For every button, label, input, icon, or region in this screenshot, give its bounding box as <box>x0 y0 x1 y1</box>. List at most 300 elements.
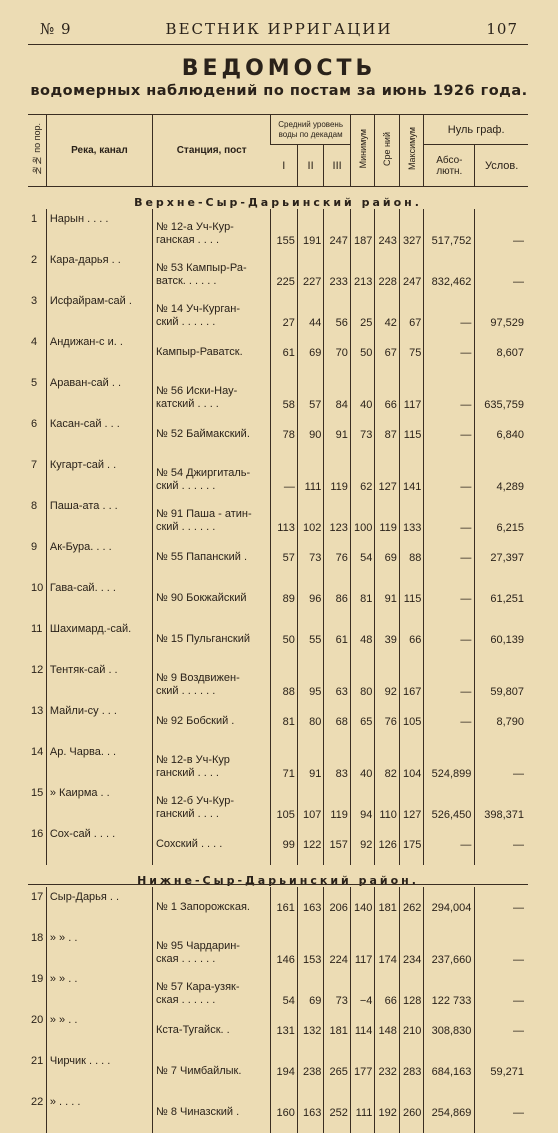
cell-max: 127 <box>399 783 423 824</box>
cell-max: 141 <box>399 455 423 496</box>
cell-max: 133 <box>399 496 423 537</box>
cell-max: 234 <box>399 928 423 969</box>
cell-d3: 68 <box>324 701 351 742</box>
station-line: № 57 Кара-узяк- <box>155 981 240 993</box>
cell-river: » Каирма . . <box>46 783 152 824</box>
cell-station <box>152 291 270 332</box>
cell-d3: 73 <box>324 969 351 1010</box>
station-line: № 52 Баймакский. <box>155 428 250 440</box>
cell-d3: 206 <box>324 887 351 928</box>
station-line: № 54 Джиргиталь- <box>155 467 251 479</box>
cell-usl: 59,807 <box>475 660 528 701</box>
col-dec2-header: II <box>297 145 324 187</box>
cell-mean: 243 <box>375 209 399 250</box>
cell-d2: 73 <box>297 537 324 578</box>
cell-usl: — <box>475 250 528 291</box>
cell-usl: 8,790 <box>475 701 528 742</box>
cell-n: 9 <box>31 541 38 553</box>
cell-station <box>152 660 270 701</box>
cell-station <box>152 742 270 783</box>
station-line: Кста-Тугайск. . <box>155 1024 230 1036</box>
cell-d1: 194 <box>271 1051 298 1092</box>
cell-min: 114 <box>350 1010 374 1051</box>
cell-usl: — <box>475 928 528 969</box>
cell-d3: 119 <box>324 783 351 824</box>
cell-d1: 155 <box>271 209 298 250</box>
station-line: ский . . . . . . <box>155 480 216 492</box>
cell-river: Исфайрам-сай . <box>46 291 152 332</box>
cell-mean: 92 <box>375 660 399 701</box>
table-row <box>28 887 528 928</box>
station-line: № 56 Иски-Нау- <box>155 385 238 397</box>
cell-d3: 84 <box>324 373 351 414</box>
cell-min: 25 <box>350 291 374 332</box>
cell-mean: 126 <box>375 824 399 865</box>
cell-d2: 96 <box>297 578 324 619</box>
cell-station <box>152 250 270 291</box>
cell-n: 18 <box>31 932 44 944</box>
cell-d3: 247 <box>324 209 351 250</box>
cell-river: Сох-сай . . . . <box>46 824 152 865</box>
table-row <box>28 455 528 496</box>
cell-mean: 82 <box>375 742 399 783</box>
journal-title: ВЕСТНИК ИРРИГАЦИИ <box>165 20 393 38</box>
table-row <box>28 578 528 619</box>
cell-d3: 123 <box>324 496 351 537</box>
col-usl-header: Услов. <box>475 145 528 187</box>
table-row <box>28 824 528 865</box>
cell-abs: — <box>424 537 475 578</box>
station-line: № 95 Чардарин- <box>155 940 240 952</box>
station-line: № 12-б Уч-Кур- <box>155 795 235 807</box>
cell-station <box>152 887 270 928</box>
cell-abs: — <box>424 619 475 660</box>
cell-d1: 88 <box>271 660 298 701</box>
cell-abs: — <box>424 660 475 701</box>
table-row <box>28 1010 528 1051</box>
cell-mean: 76 <box>375 701 399 742</box>
col-dec1-header: I <box>271 145 298 187</box>
cell-n: 20 <box>31 1014 44 1026</box>
cell-d2: 91 <box>297 742 324 783</box>
cell-max: 67 <box>399 291 423 332</box>
cell-river: Майли-су . . . <box>46 701 152 742</box>
cell-station <box>152 209 270 250</box>
cell-d1: 131 <box>271 1010 298 1051</box>
cell-d2: 80 <box>297 701 324 742</box>
cell-station <box>152 928 270 969</box>
cell-n: 3 <box>31 295 38 307</box>
col-num-header: №№ по пор. <box>28 115 46 187</box>
station-line: № 55 Папанский . <box>155 551 248 563</box>
station-line: № 12-в Уч-Кур <box>155 754 230 766</box>
station-line: № 90 Бокжайский <box>155 592 247 604</box>
table-row <box>28 373 528 414</box>
cell-station <box>152 414 270 455</box>
cell-d1: — <box>271 455 298 496</box>
station-line: Сохский . . . . <box>155 838 223 850</box>
cell-min: 92 <box>350 824 374 865</box>
station-line: № 12-а Уч-Кур- <box>155 221 234 233</box>
cell-usl: 6,215 <box>475 496 528 537</box>
col-dec3-header: III <box>324 145 351 187</box>
cell-usl: — <box>475 887 528 928</box>
cell-max: 117 <box>399 373 423 414</box>
cell-n: 11 <box>31 623 43 635</box>
cell-n: 15 <box>31 787 44 799</box>
cell-station <box>152 783 270 824</box>
cell-d3: 119 <box>324 455 351 496</box>
cell-usl: 61,251 <box>475 578 528 619</box>
cell-max: 115 <box>399 414 423 455</box>
table-row <box>28 783 528 824</box>
cell-d1: 161 <box>271 887 298 928</box>
cell-river: Сыр-Дарья . . <box>46 887 152 928</box>
cell-max: 260 <box>399 1092 423 1133</box>
station-line: ганский . . . . <box>155 808 219 820</box>
cell-min: 111 <box>350 1092 374 1133</box>
cell-usl: — <box>475 1092 528 1133</box>
observation-table <box>28 114 528 1133</box>
col-abs-header: Абсо-лютн. <box>424 145 475 187</box>
cell-d2: 163 <box>297 887 324 928</box>
cell-station <box>152 578 270 619</box>
cell-d2: 227 <box>297 250 324 291</box>
cell-river: Ак-Бура. . . . <box>46 537 152 578</box>
cell-d1: 105 <box>271 783 298 824</box>
cell-abs: — <box>424 332 475 373</box>
cell-d2: 69 <box>297 332 324 373</box>
cell-d1: 78 <box>271 414 298 455</box>
col-zero-header: Нуль граф. <box>424 115 528 145</box>
cell-n: 6 <box>31 418 38 430</box>
cell-usl: 6,840 <box>475 414 528 455</box>
cell-river: Андижан-с и. . <box>46 332 152 373</box>
cell-n: 1 <box>31 213 38 225</box>
cell-station <box>152 455 270 496</box>
cell-n: 22 <box>31 1096 44 1108</box>
cell-n: 8 <box>31 500 38 512</box>
cell-river: » . . . . <box>46 1092 152 1133</box>
table-row <box>28 209 528 250</box>
col-min-header: Минимум <box>350 115 374 187</box>
cell-abs: 122 733 <box>424 969 475 1010</box>
cell-mean: 110 <box>375 783 399 824</box>
cell-station <box>152 701 270 742</box>
cell-usl: 8,607 <box>475 332 528 373</box>
cell-station <box>152 1010 270 1051</box>
cell-max: 66 <box>399 619 423 660</box>
cell-max: 262 <box>399 887 423 928</box>
cell-d2: 69 <box>297 969 324 1010</box>
cell-usl: 398,371 <box>475 783 528 824</box>
cell-d3: 157 <box>324 824 351 865</box>
station-line: ский . . . . . . <box>155 316 216 328</box>
station-line: № 15 Пульганский <box>155 633 250 645</box>
section-row <box>28 187 528 210</box>
cell-min: 213 <box>350 250 374 291</box>
cell-d3: 63 <box>324 660 351 701</box>
cell-d3: 224 <box>324 928 351 969</box>
document-subtitle: водомерных наблюдений по постам за июнь 1926 года. <box>30 83 528 99</box>
cell-n: 21 <box>31 1055 44 1067</box>
cell-d2: 132 <box>297 1010 324 1051</box>
table-row <box>28 742 528 783</box>
cell-river: Кугарт-сай . . <box>46 455 152 496</box>
cell-d2: 55 <box>297 619 324 660</box>
cell-d1: 57 <box>271 537 298 578</box>
cell-mean: 42 <box>375 291 399 332</box>
cell-min: 80 <box>350 660 374 701</box>
station-line: ватск. . . . . . <box>155 275 217 287</box>
cell-min: 48 <box>350 619 374 660</box>
cell-d3: 181 <box>324 1010 351 1051</box>
cell-abs: 237,660 <box>424 928 475 969</box>
cell-d3: 61 <box>324 619 351 660</box>
cell-d3: 83 <box>324 742 351 783</box>
cell-mean: 69 <box>375 537 399 578</box>
cell-d2: 107 <box>297 783 324 824</box>
cell-d2: 57 <box>297 373 324 414</box>
cell-d2: 153 <box>297 928 324 969</box>
cell-d2: 44 <box>297 291 324 332</box>
cell-d2: 238 <box>297 1051 324 1092</box>
table-row <box>28 1092 528 1133</box>
station-line: № 7 Чимбайлык. <box>155 1065 242 1077</box>
cell-d1: 27 <box>271 291 298 332</box>
cell-abs: — <box>424 373 475 414</box>
cell-abs: — <box>424 455 475 496</box>
issue-number: № 9 <box>40 20 72 38</box>
cell-usl: 635,759 <box>475 373 528 414</box>
cell-d1: 50 <box>271 619 298 660</box>
cell-max: 75 <box>399 332 423 373</box>
cell-d1: 71 <box>271 742 298 783</box>
cell-abs: 517,752 <box>424 209 475 250</box>
cell-mean: 119 <box>375 496 399 537</box>
cell-d2: 122 <box>297 824 324 865</box>
station-line: № 53 Кампыр-Ра- <box>155 262 247 274</box>
cell-usl: 60,139 <box>475 619 528 660</box>
cell-max: 167 <box>399 660 423 701</box>
document-title: ВЕДОМОСТЬ <box>181 56 377 81</box>
col-max-header: Максимум <box>399 115 423 187</box>
cell-n: 10 <box>31 582 44 594</box>
cell-river: Шахимард.-сай. <box>46 619 152 660</box>
station-line: ганская . . . . <box>155 234 220 246</box>
station-line: ская . . . . . . <box>155 994 216 1006</box>
cell-d2: 163 <box>297 1092 324 1133</box>
cell-d3: 265 <box>324 1051 351 1092</box>
cell-d1: 61 <box>271 332 298 373</box>
cell-d1: 146 <box>271 928 298 969</box>
cell-min: 62 <box>350 455 374 496</box>
cell-d3: 70 <box>324 332 351 373</box>
table-row <box>28 332 528 373</box>
cell-d3: 233 <box>324 250 351 291</box>
cell-abs: — <box>424 824 475 865</box>
cell-abs: 684,163 <box>424 1051 475 1092</box>
cell-d1: 160 <box>271 1092 298 1133</box>
header-rule <box>28 44 528 45</box>
cell-max: 104 <box>399 742 423 783</box>
table-row <box>28 928 528 969</box>
table-row <box>28 496 528 537</box>
cell-min: 54 <box>350 537 374 578</box>
station-line: Кампыр-Раватск. <box>155 346 243 358</box>
station-line: ская . . . . . . <box>155 953 216 965</box>
col-station-header: Станция, пост <box>152 115 270 187</box>
table-row <box>28 660 528 701</box>
table-row <box>28 1051 528 1092</box>
cell-river: » » . . <box>46 928 152 969</box>
cell-mean: 66 <box>375 373 399 414</box>
table-row <box>28 701 528 742</box>
cell-min: 187 <box>350 209 374 250</box>
cell-max: 115 <box>399 578 423 619</box>
cell-mean: 66 <box>375 969 399 1010</box>
cell-mean: 148 <box>375 1010 399 1051</box>
cell-station <box>152 824 270 865</box>
cell-d3: 91 <box>324 414 351 455</box>
cell-usl: 97,529 <box>475 291 528 332</box>
cell-abs: 308,830 <box>424 1010 475 1051</box>
table-row <box>28 619 528 660</box>
station-line: № 9 Воздвижен- <box>155 672 240 684</box>
station-line: ский . . . . . . <box>155 685 216 697</box>
cell-mean: 87 <box>375 414 399 455</box>
col-river-header: Река, канал <box>46 115 152 187</box>
cell-d2: 90 <box>297 414 324 455</box>
cell-d3: 86 <box>324 578 351 619</box>
cell-abs: 832,462 <box>424 250 475 291</box>
cell-max: 327 <box>399 209 423 250</box>
station-line: № 91 Паша - атин- <box>155 508 252 520</box>
cell-river: Тентяк-сай . . <box>46 660 152 701</box>
cell-min: 81 <box>350 578 374 619</box>
cell-station <box>152 373 270 414</box>
cell-d3: 76 <box>324 537 351 578</box>
cell-n: 16 <box>31 828 44 840</box>
cell-river: Араван-сай . . <box>46 373 152 414</box>
cell-usl: 59,271 <box>475 1051 528 1092</box>
cell-abs: — <box>424 291 475 332</box>
station-line: катский . . . . <box>155 398 219 410</box>
col-mean-header: Сре ний <box>375 115 399 187</box>
table-row <box>28 537 528 578</box>
cell-station <box>152 537 270 578</box>
cell-river: Чирчик . . . . <box>46 1051 152 1092</box>
cell-d1: 113 <box>271 496 298 537</box>
cell-station <box>152 619 270 660</box>
cell-usl: — <box>475 824 528 865</box>
cell-river: Ар. Чарва. . . <box>46 742 152 783</box>
cell-mean: 91 <box>375 578 399 619</box>
station-line: № 1 Запорожская. <box>155 901 250 913</box>
cell-usl: — <box>475 742 528 783</box>
cell-abs: — <box>424 496 475 537</box>
cell-min: −4 <box>350 969 374 1010</box>
cell-river: Нарын . . . . <box>46 209 152 250</box>
cell-d2: 111 <box>297 455 324 496</box>
table-row <box>28 414 528 455</box>
cell-station <box>152 1092 270 1133</box>
cell-station <box>152 496 270 537</box>
page-number: 107 <box>486 20 518 38</box>
cell-d2: 191 <box>297 209 324 250</box>
cell-abs: 526,450 <box>424 783 475 824</box>
section-title: Верхне-Сыр-Дарьинский район. <box>134 196 422 209</box>
cell-d3: 56 <box>324 291 351 332</box>
table-row <box>28 291 528 332</box>
cell-d1: 89 <box>271 578 298 619</box>
cell-mean: 127 <box>375 455 399 496</box>
cell-max: 128 <box>399 969 423 1010</box>
station-line: № 8 Чиназский . <box>155 1106 240 1118</box>
cell-max: 175 <box>399 824 423 865</box>
cell-min: 65 <box>350 701 374 742</box>
cell-min: 73 <box>350 414 374 455</box>
station-line: № 14 Уч-Курган- <box>155 303 241 315</box>
cell-usl: 4,289 <box>475 455 528 496</box>
cell-river: » » . . <box>46 1010 152 1051</box>
cell-n: 2 <box>31 254 38 266</box>
cell-n: 5 <box>31 377 38 389</box>
cell-abs: — <box>424 414 475 455</box>
cell-d1: 99 <box>271 824 298 865</box>
cell-abs: 254,869 <box>424 1092 475 1133</box>
cell-min: 177 <box>350 1051 374 1092</box>
cell-river: Кара-дарья . . <box>46 250 152 291</box>
table-row <box>28 969 528 1010</box>
cell-d1: 54 <box>271 969 298 1010</box>
cell-abs: — <box>424 578 475 619</box>
cell-usl: — <box>475 209 528 250</box>
cell-mean: 192 <box>375 1092 399 1133</box>
cell-mean: 228 <box>375 250 399 291</box>
cell-river: Касан-сай . . . <box>46 414 152 455</box>
cell-abs: — <box>424 701 475 742</box>
cell-d2: 95 <box>297 660 324 701</box>
cell-d3: 252 <box>324 1092 351 1133</box>
cell-d1: 81 <box>271 701 298 742</box>
cell-max: 105 <box>399 701 423 742</box>
cell-min: 140 <box>350 887 374 928</box>
cell-usl: — <box>475 969 528 1010</box>
cell-d1: 58 <box>271 373 298 414</box>
cell-usl: — <box>475 1010 528 1051</box>
cell-n: 17 <box>31 891 44 903</box>
cell-n: 19 <box>31 973 44 985</box>
cell-d2: 102 <box>297 496 324 537</box>
cell-max: 247 <box>399 250 423 291</box>
station-line: ский . . . . . . <box>155 521 216 533</box>
cell-min: 94 <box>350 783 374 824</box>
cell-min: 117 <box>350 928 374 969</box>
running-header <box>40 20 518 40</box>
cell-station <box>152 1051 270 1092</box>
cell-abs: 524,899 <box>424 742 475 783</box>
cell-mean: 67 <box>375 332 399 373</box>
cell-river: Гава-сай. . . . <box>46 578 152 619</box>
cell-n: 13 <box>31 705 44 717</box>
cell-mean: 181 <box>375 887 399 928</box>
bottom-rule <box>28 884 528 885</box>
cell-mean: 39 <box>375 619 399 660</box>
cell-river: Паша-ата . . . <box>46 496 152 537</box>
cell-abs: 294,004 <box>424 887 475 928</box>
station-line: № 92 Бобский . <box>155 715 235 727</box>
